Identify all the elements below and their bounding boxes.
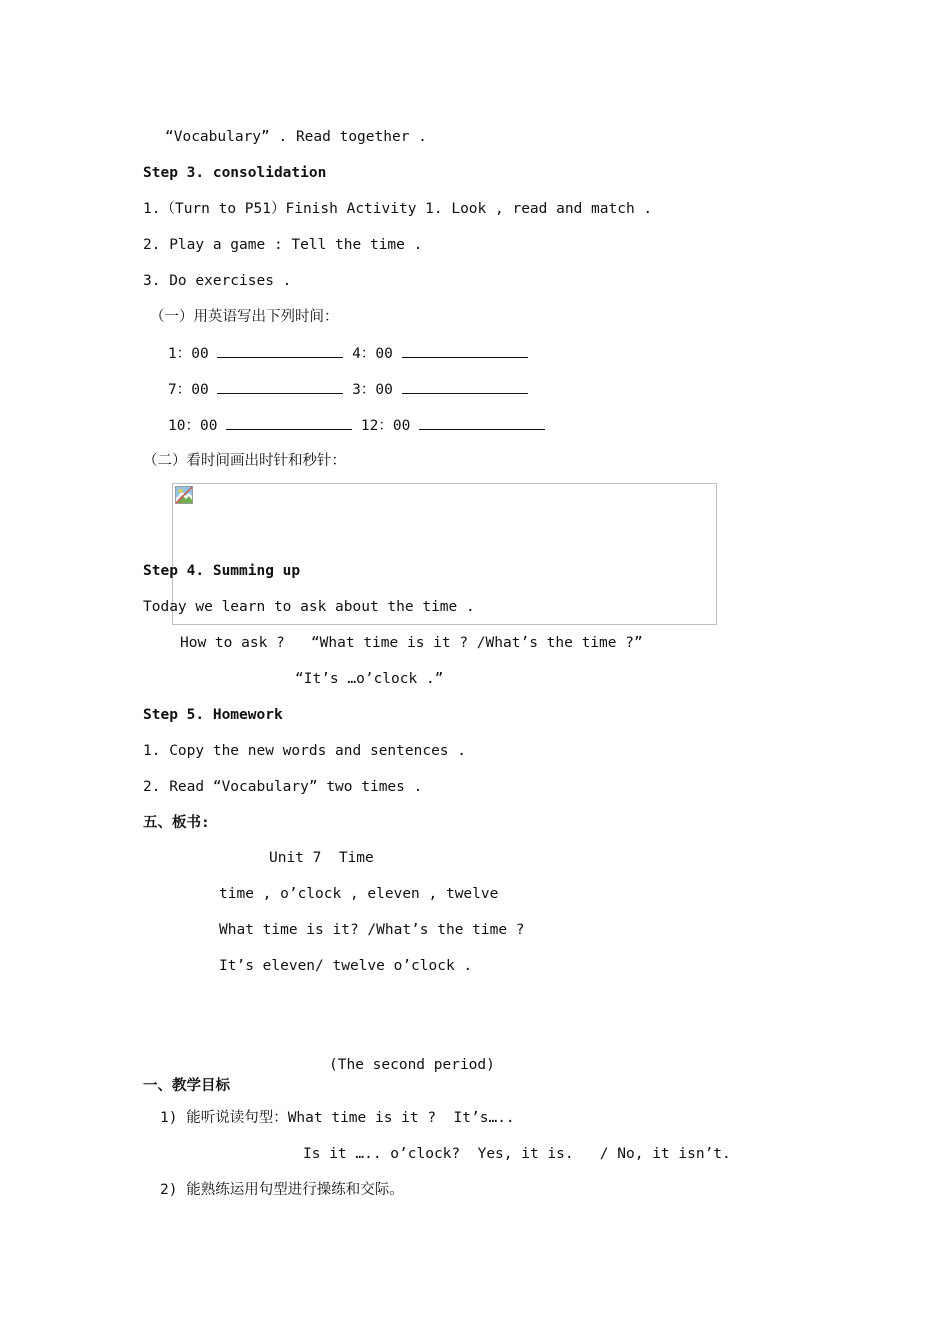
step5-item-2: 2. Read “Vocabulary” two times . bbox=[143, 779, 423, 795]
exercise1-row-1 bbox=[168, 343, 528, 364]
board-heading: 五、板书: bbox=[143, 815, 210, 831]
board-words: time , o’clock , eleven , twelve bbox=[219, 886, 499, 902]
step4-text: Today we learn to ask about the time . bbox=[143, 599, 475, 615]
step4-heading: Step 4. Summing up bbox=[143, 563, 301, 579]
board-question: What time is it? /What’s the time ? bbox=[219, 922, 525, 938]
step3-item-1: 1.（Turn to P51）Finish Activity 1. Look , read and match . bbox=[143, 201, 653, 217]
exercise2-heading: （二）看时间画出时针和秒针： bbox=[143, 453, 346, 469]
step3-heading: Step 3. consolidation bbox=[143, 165, 327, 181]
goal-1-continued: Is it ….. o’clock? Yes, it is. / No, it isn’t. bbox=[303, 1146, 731, 1162]
board-title: Unit 7 Time bbox=[269, 850, 374, 866]
time-label: 4：00 bbox=[352, 346, 393, 362]
time-label: 7：00 bbox=[168, 382, 209, 398]
vocab-read-line: “Vocabulary” . Read together . bbox=[165, 129, 427, 145]
time-label: 3：00 bbox=[352, 382, 393, 398]
answer-blank bbox=[402, 379, 528, 394]
step5-item-1: 1. Copy the new words and sentences . bbox=[143, 743, 467, 759]
broken-image-icon bbox=[175, 486, 193, 504]
step5-heading: Step 5. Homework bbox=[143, 707, 283, 723]
answer-blank bbox=[419, 415, 545, 430]
board-answer: It’s eleven/ twelve o’clock . bbox=[219, 958, 473, 974]
answer-blank bbox=[217, 379, 343, 394]
step3-item-2: 2. Play a game : Tell the time . bbox=[143, 237, 423, 253]
step3-item-3: 3. Do exercises . bbox=[143, 273, 292, 289]
exercise1-heading: （一）用英语写出下列时间： bbox=[150, 309, 339, 325]
goals-heading: 一、教学目标 bbox=[143, 1078, 230, 1094]
exercise1-row-3 bbox=[168, 415, 545, 436]
exercise1-row-2 bbox=[168, 379, 528, 400]
answer-blank bbox=[217, 343, 343, 358]
time-label: 1：00 bbox=[168, 346, 209, 362]
second-period-title: (The second period) bbox=[329, 1057, 495, 1073]
step4-answer: “It’s …o’clock .” bbox=[295, 671, 444, 687]
answer-blank bbox=[402, 343, 528, 358]
goal-2: 2) 能熟练运用句型进行操练和交际。 bbox=[160, 1182, 404, 1198]
goal-1: 1) 能听说读句型：What time is it ? It’s….. bbox=[160, 1110, 515, 1126]
answer-blank bbox=[226, 415, 352, 430]
time-label: 10：00 bbox=[168, 418, 218, 434]
step4-how-to-ask: How to ask ? “What time is it ? /What’s the time ?” bbox=[180, 635, 643, 651]
time-label: 12：00 bbox=[360, 418, 411, 434]
